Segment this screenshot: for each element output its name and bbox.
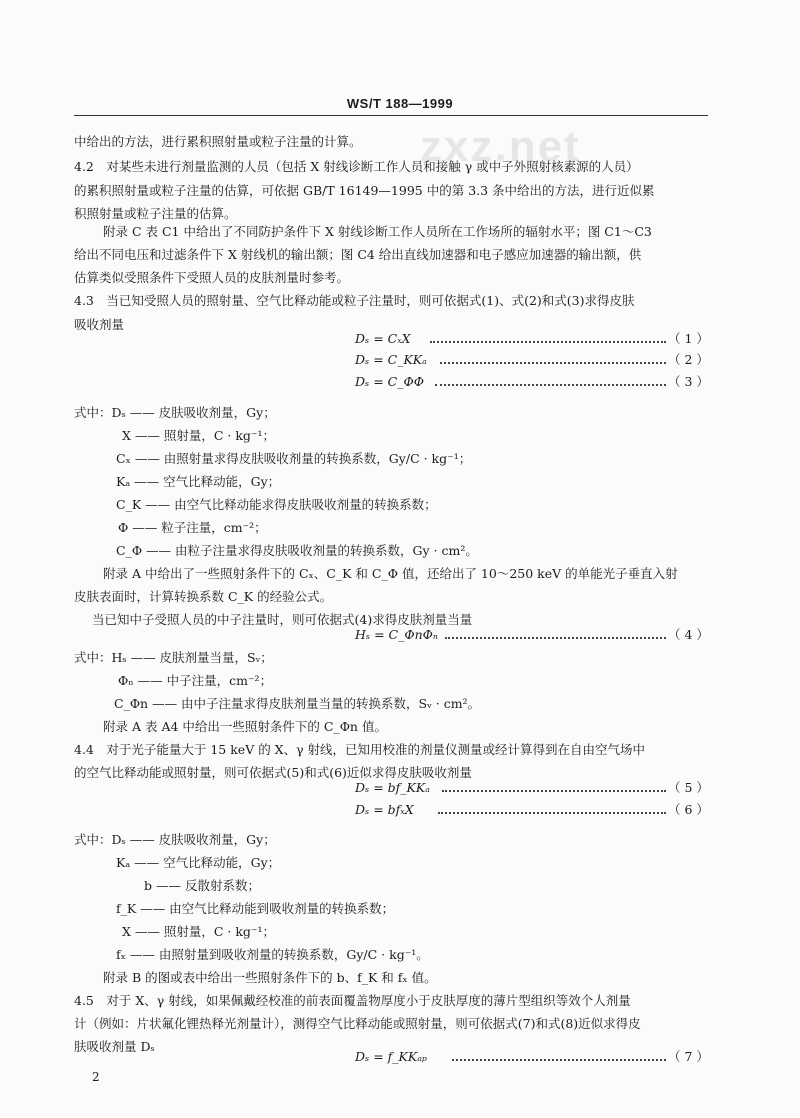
- definition-line: f_K —— 由空气比释动能到吸收剂量的转换系数；: [116, 901, 395, 916]
- paragraph-line: 皮肤表面时，计算转换系数 C_K 的经验公式。: [74, 589, 333, 604]
- paragraph-line: 吸收剂量: [74, 317, 125, 332]
- section-4-2-line: 4.2 对某些未进行剂量监测的人员（包括 X 射线诊断工作人员和接触 γ 或中子外照射核素源的人员）: [74, 159, 639, 174]
- formula-7: Dₛ = f_KKₐₚ: [355, 1049, 427, 1064]
- paragraph-line: 给出不同电压和过滤条件下 X 射线机的输出额；图 C4 给出直线加速器和电子感应加速器的输出额，供: [74, 247, 642, 262]
- formula-2: Dₛ = C_KKₐ: [355, 352, 427, 367]
- definition-line: Φ —— 粒子注量，cm⁻²；: [118, 520, 267, 535]
- formula-1: Dₛ = CₓX: [355, 331, 411, 346]
- page-number: 2: [92, 1070, 100, 1084]
- equation-number: （ 7 ）: [668, 1049, 709, 1064]
- paragraph-line: 附录 A 表 A4 中给出一些照射条件下的 C_Φn 值。: [103, 719, 387, 734]
- equation-number: （ 2 ）: [668, 352, 709, 367]
- definition-line: Φₙ —— 中子注量，cm⁻²；: [118, 673, 273, 688]
- definition-line: Cₓ —— 由照射量求得皮肤吸收剂量的转换系数，Gy/C · kg⁻¹；: [116, 451, 472, 466]
- formula-4: Hₛ = C_ΦnΦₙ: [355, 627, 438, 642]
- definition-line: X —— 照射量，C · kg⁻¹；: [122, 924, 276, 939]
- equation-number: （ 5 ）: [668, 780, 709, 795]
- definition-line: Kₐ —— 空气比释动能，Gy；: [116, 474, 281, 489]
- formula-3: Dₛ = C_ΦΦ: [355, 374, 424, 389]
- paragraph-line: 的空气比释动能或照射量，则可依据式(5)和式(6)近似求得皮肤吸收剂量: [74, 765, 472, 780]
- paragraph-line: 当已知中子受照人员的中子注量时，则可依据式(4)求得皮肤剂量当量: [92, 612, 473, 627]
- paragraph-line: 估算类似受照条件下受照人员的皮肤剂量时参考。: [74, 270, 350, 285]
- paragraph-line: 附录 A 中给出了一些照射条件下的 Cₓ、C_K 和 C_Φ 值，还给出了 10～250 keV 的单能光子垂直入射: [103, 566, 678, 581]
- leader-dots: [440, 362, 666, 364]
- definition-line: C_Φ —— 由粒子注量求得皮肤吸收剂量的转换系数，Gy · cm²。: [116, 543, 478, 558]
- paragraph-line: 的累积照射量或粒子注量的估算，可依据 GB/T 16149—1995 中的第 3.3 条中给出的方法，进行近似累: [74, 183, 655, 198]
- definition-line: Kₐ —— 空气比释动能，Gy；: [116, 855, 281, 870]
- definition-line: C_K —— 由空气比释动能求得皮肤吸收剂量的转换系数；: [116, 497, 437, 512]
- leader-dots: [430, 341, 666, 343]
- definition-line: fₓ —— 由照射量到吸收剂量的转换系数，Gy/C · kg⁻¹。: [116, 947, 429, 962]
- definition-line: 式中：Dₛ —— 皮肤吸收剂量，Gy；: [74, 832, 276, 847]
- section-4-5-line: 4.5 对于 X、γ 射线，如果佩戴经校准的前表面覆盖物厚度小于皮肤厚度的薄片型组织等效个人剂量: [74, 993, 631, 1008]
- equation-number: （ 1 ）: [668, 331, 709, 346]
- paragraph-line: 肤吸收剂量 Dₛ: [74, 1039, 155, 1054]
- equation-number: （ 3 ）: [668, 374, 709, 389]
- watermark: zxz.net: [420, 122, 581, 171]
- equation-number: （ 6 ）: [668, 802, 709, 817]
- paragraph-line: 积照射量或粒子注量的估算。: [74, 206, 237, 221]
- header-rule: [74, 115, 708, 116]
- section-4-4-line: 4.4 对于光子能量大于 15 keV 的 X、γ 射线，已知用校准的剂量仪测量或经计算得到在自由空气场中: [74, 742, 646, 757]
- definition-line: 式中：Hₛ —— 皮肤剂量当量，Sᵥ；: [74, 650, 273, 665]
- definition-line: b —— 反散射系数；: [144, 878, 260, 893]
- definition-line: 式中：Dₛ —— 皮肤吸收剂量，Gy；: [74, 405, 276, 420]
- section-4-3-line: 4.3 当已知受照人员的照射量、空气比释动能或粒子注量时，则可依据式(1)、式(2)和式(3)求得皮肤: [74, 293, 635, 308]
- leader-dots: [452, 1059, 666, 1061]
- leader-dots: [438, 812, 666, 814]
- paragraph-line: 中给出的方法，进行累积照射量或粒子注量的计算。: [74, 134, 362, 149]
- leader-dots: [445, 637, 666, 639]
- page-header: WS/T 188—1999: [346, 96, 454, 111]
- paragraph-line: 附录 B 的图或表中给出一些照射条件下的 b、f_K 和 fₓ 值。: [103, 970, 437, 985]
- paragraph-line: 附录 C 表 C1 中给出了不同防护条件下 X 射线诊断工作人员所在工作场所的辐射水平；图 C1～C3: [103, 224, 652, 239]
- formula-5: Dₛ = bf_KKₐ: [355, 780, 430, 795]
- definition-line: X —— 照射量，C · kg⁻¹；: [122, 428, 276, 443]
- leader-dots: [442, 790, 666, 792]
- paragraph-line: 计（例如：片状氟化锂热释光剂量计），测得空气比释动能或照射量，则可依据式(7)和式(8)近似求得皮: [74, 1016, 641, 1031]
- leader-dots: [435, 384, 666, 386]
- equation-number: （ 4 ）: [668, 627, 709, 642]
- formula-6: Dₛ = bfₓX: [355, 802, 414, 817]
- definition-line: C_Φn —— 由中子注量求得皮肤剂量当量的转换系数，Sᵥ · cm²。: [114, 696, 481, 711]
